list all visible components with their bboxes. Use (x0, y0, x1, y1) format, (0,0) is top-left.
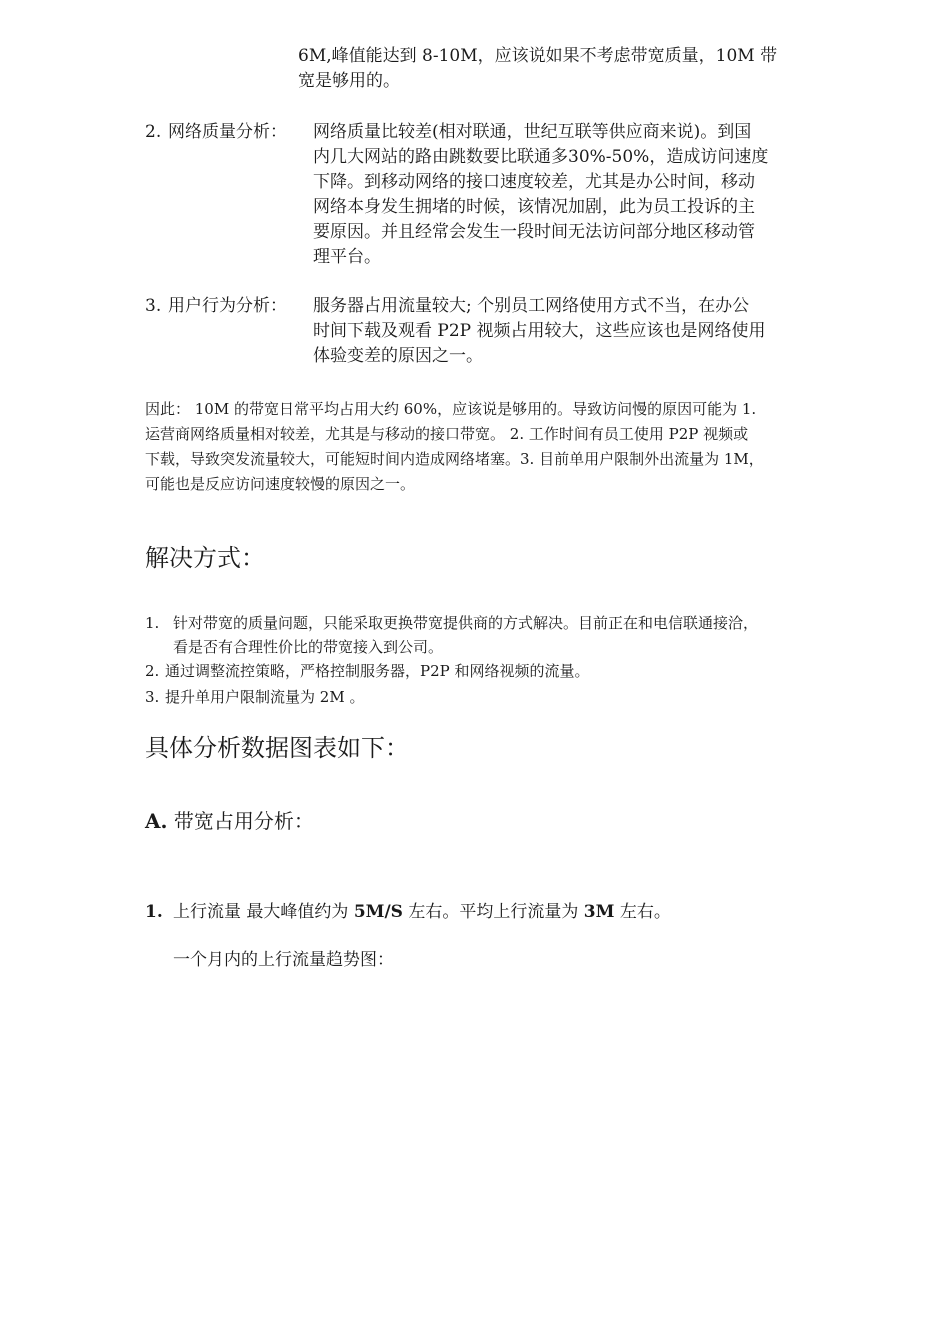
analysis-item-2-number: 2. (145, 122, 162, 142)
analysis-item-3-body (313, 294, 766, 369)
intro-line-2: 宽是够用的。 (298, 71, 400, 91)
analysis-item-2-line: 要原因。并且经常会发生一段时间无法访问部分地区移动管 (313, 222, 755, 242)
upstream-text-b: 左右。平均上行流量为 (402, 902, 584, 922)
analysis-item-2-line: 网络本身发生拥堵的时候，该情况加剧，此为员工投诉的主 (313, 197, 755, 217)
solution-item-3-number: 3. (145, 688, 160, 706)
upstream-text (173, 900, 671, 925)
section-a-letter: A. (145, 809, 168, 833)
analysis-item-3-line: 体验变差的原因之一。 (313, 346, 483, 366)
analysis-item-2-line: 网络质量比较差(相对联通，世纪互联等供应商来说)。到国 (313, 122, 752, 142)
upstream-average-value: 3M (583, 902, 615, 922)
analysis-item-2-line: 理平台。 (313, 247, 381, 267)
upstream-text-c: 左右。 (614, 902, 671, 922)
conclusion-line: 因此： 10M 的带宽日常平均占用大约 60%，应该说是够用的。导致访问慢的原因可能为 1. (145, 400, 757, 418)
conclusion-line: 可能也是反应访问速度较慢的原因之一。 (145, 475, 416, 493)
solution-item-2-text: 通过调整流控策略，严格控制服务器，P2P 和网络视频的流量。 (165, 662, 590, 680)
upstream-text-a: 上行流量 最大峰值约为 (173, 902, 354, 922)
analysis-item-2-label: 网络质量分析： (168, 122, 287, 142)
solution-item-2-number: 2. (145, 662, 160, 680)
analysis-item-3-line: 服务器占用流量较大; 个别员工网络使用方式不当，在办公 (313, 296, 750, 316)
charts-heading: 具体分析数据图表如下： (145, 734, 409, 762)
analysis-item-3-label: 用户行为分析： (168, 296, 287, 316)
analysis-item-2-line: 内几大网站的路由跳数要比联通多30%-50%，造成访问速度 (313, 147, 769, 167)
analysis-item-3-line: 时间下载及观看 P2P 视频占用较大，这些应该也是网络使用 (313, 321, 766, 341)
upstream-number: 1. (145, 902, 163, 922)
intro-line-1: 6M,峰值能达到 8-10M，应该说如果不考虑带宽质量，10M 带 (298, 46, 778, 66)
solution-item-1-number: 1. (145, 614, 160, 632)
solution-heading: 解决方式： (145, 544, 265, 572)
conclusion-paragraph (145, 397, 764, 497)
section-a-title: 带宽占用分析： (173, 809, 314, 833)
upstream-trend-caption: 一个月内的上行流量趋势图： (173, 950, 394, 970)
section-a-heading (145, 807, 314, 835)
solution-item-1-line-1: 针对带宽的质量问题，只能采取更换带宽提供商的方式解决。目前正在和电信联通接洽， (173, 614, 759, 632)
analysis-item-2-line: 下降。到移动网络的接口速度较差，尤其是办公时间，移动 (313, 172, 755, 192)
conclusion-line: 运营商网络质量相对较差，尤其是与移动的接口带宽。 2. 工作时间有员工使用 P2P 视频或 (145, 425, 749, 443)
solution-item-1-line-2: 看是否有合理性价比的带宽接入到公司。 (173, 638, 444, 656)
conclusion-line: 下载，导致突发流量较大，可能短时间内造成网络堵塞。3. 目前单用户限制外出流量为 1M， (145, 450, 764, 468)
analysis-item-3-number: 3. (145, 296, 162, 316)
analysis-item-2-body (313, 120, 768, 270)
upstream-peak-value: 5M/S (353, 902, 403, 922)
solution-item-3-text: 提升单用户限制流量为 2M 。 (165, 688, 365, 706)
